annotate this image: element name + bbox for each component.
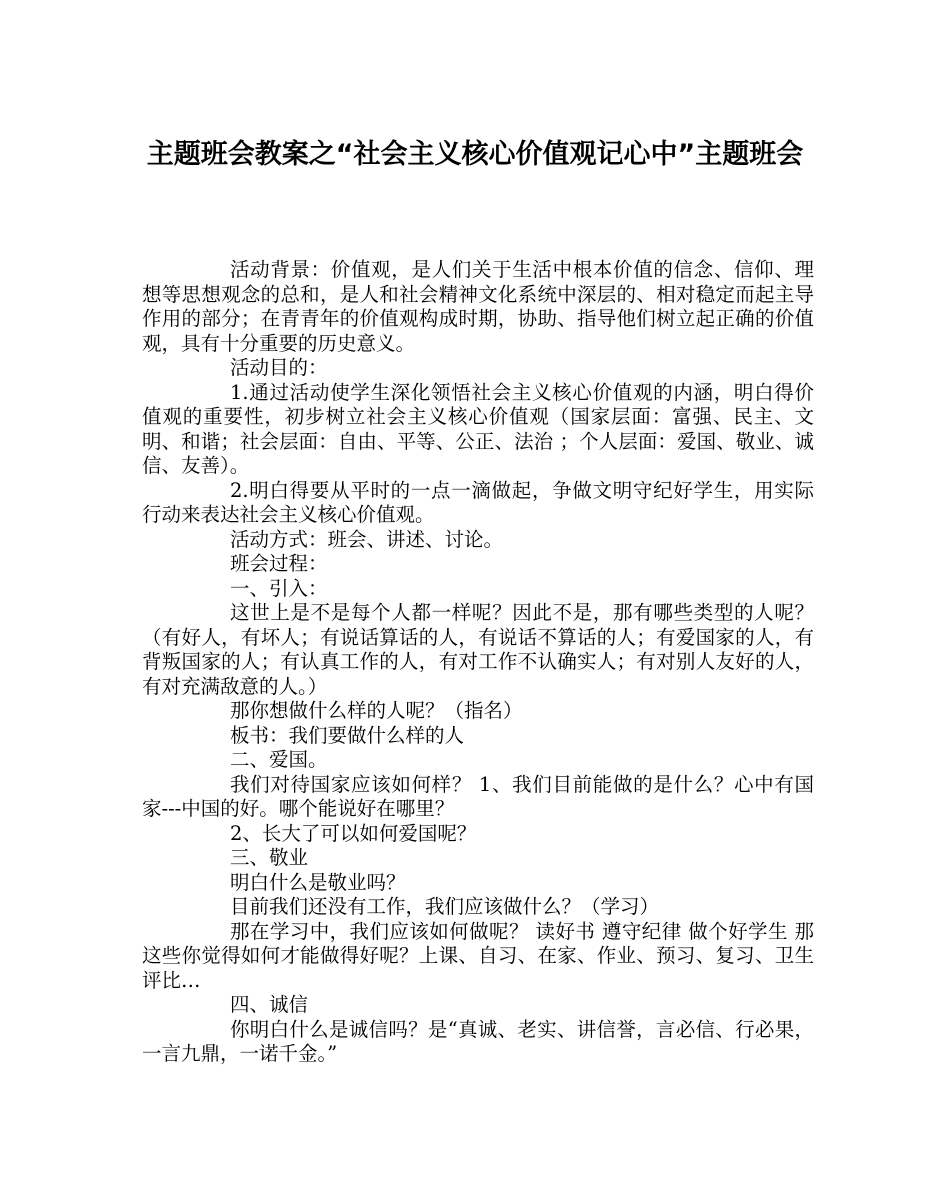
document-title: 主题班会教案之“社会主义核心价值观记心中”主题班会 bbox=[146, 139, 804, 170]
paragraph-process-heading: 班会过程： bbox=[230, 552, 328, 575]
paragraph-method: 活动方式：班会、讲述、讨论。 bbox=[230, 527, 504, 551]
paragraph-blackboard: 板书：我们要做什么样的人 bbox=[230, 723, 465, 747]
paragraph-purpose-2: 2.明白得要从平时的一点一滴做起，争做文明守纪好学生，用实际行动来表达社会主义核心价值观。 bbox=[142, 478, 814, 526]
paragraph-dedication-3: 那在学习中，我们应该如何做呢？ 读好书 遵守纪律 做个好学生 那这些你觉得如何才能做得好呢？上课、自习、在家、作业、预习、复习、卫生评比… bbox=[142, 919, 814, 992]
paragraph-dedication-1: 明白什么是敬业吗？ bbox=[230, 870, 406, 894]
paragraph-patriotism-2: 2、长大了可以如何爱国呢？ bbox=[230, 821, 477, 845]
document-body bbox=[142, 258, 814, 1067]
paragraph-intro-ask: 那你想做什么样的人呢？（指名） bbox=[230, 699, 523, 722]
section-heading-dedication: 三、敬业 bbox=[230, 846, 309, 869]
paragraph-background: 活动背景：价值观，是人们关于生活中根本价值的信念、信仰、理想等思想观念的总和，是人和社会精神文化系统中深层的、相对稳定而起主导作用的部分；在青青年的价值观构成时期，协助、指导他们树立起正确的价值观，具有十分重要的历史意义。 bbox=[142, 258, 814, 355]
section-heading-intro: 一、引入： bbox=[230, 576, 328, 600]
paragraph-patriotism-1: 我们对待国家应该如何样？ 1、我们目前能做的是什么？心中有国家---中国的好。哪个能说好在哪里？ bbox=[142, 772, 814, 820]
paragraph-integrity-1: 你明白什么是诚信吗？是“真诚、老实、讲信誉，言必信、行必果，一言九鼎，一诺千金。” bbox=[142, 1017, 814, 1065]
paragraph-dedication-2: 目前我们还没有工作，我们应该做什么？（学习） bbox=[230, 895, 660, 918]
paragraph-intro-question: 这世上是不是每个人都一样呢？因此不是，那有哪些类型的人呢？（有好人，有坏人；有说话算话的人，有说话不算话的人；有爱国家的人，有背叛国家的人；有认真工作的人，有对工作不认确实人；有对别人友好的人，有对充满敌意的人。） bbox=[142, 601, 814, 698]
section-heading-patriotism: 二、爱国。 bbox=[230, 748, 328, 771]
paragraph-purpose-1: 1.通过活动使学生深化领悟社会主义核心价值观的内涵，明白得价值观的重要性，初步树立社会主义核心价值观（国家层面：富强、民主、文明、和谐；社会层面：自由、平等、公正、法治 ；个人层面：爱国、敬业、诚信、友善）。 bbox=[142, 380, 814, 477]
section-heading-integrity: 四、诚信 bbox=[230, 993, 309, 1016]
paragraph-purpose-heading: 活动目的： bbox=[230, 356, 328, 379]
